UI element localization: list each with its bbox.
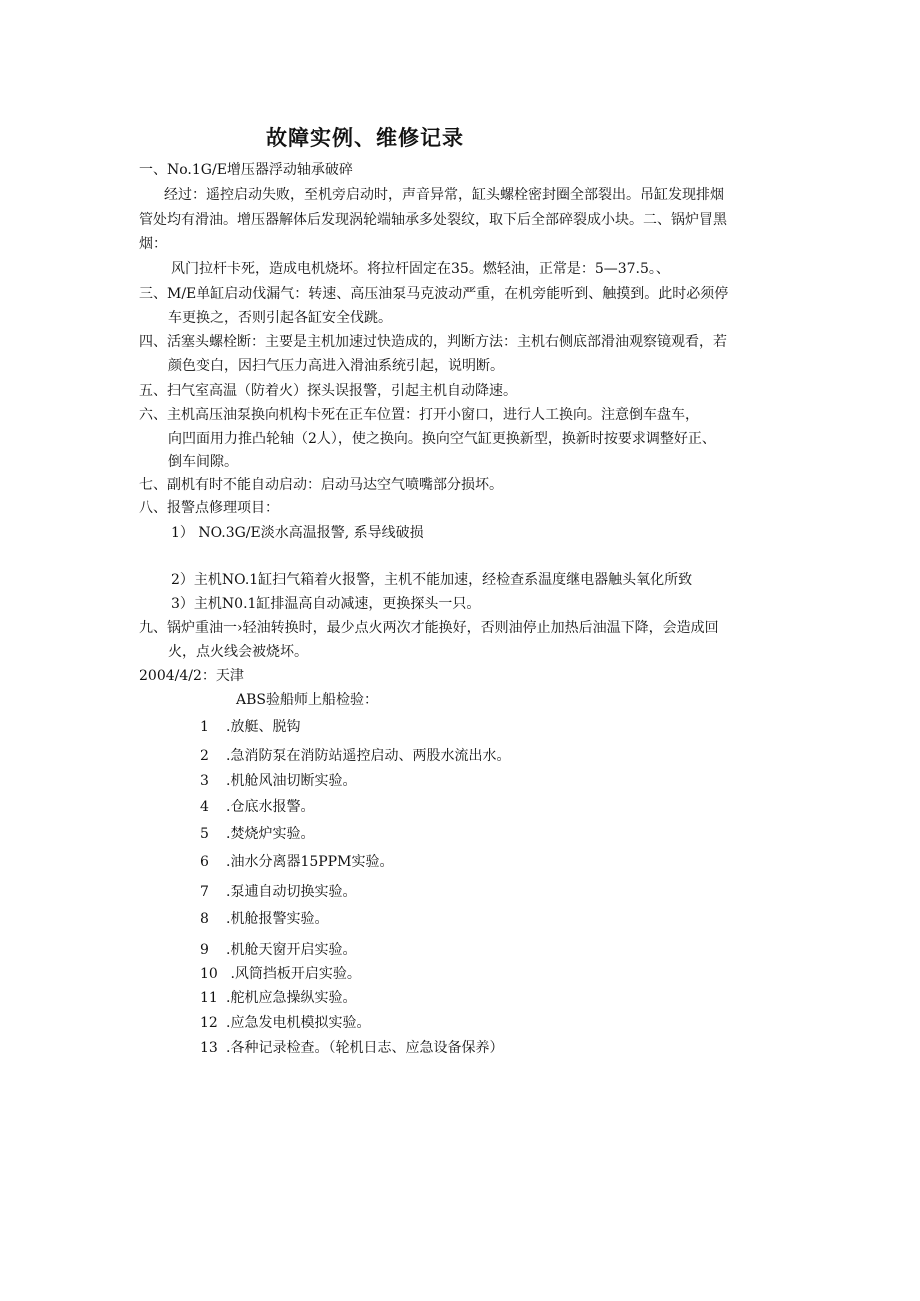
section-7-line-1: 七、副机有时不能自动启动：启动马达空气喷嘴部分损坏。 [139,477,503,493]
alarm-item-3: 3）主机N0.1缸排温高自动减速，更换探头一只。 [171,596,481,612]
abs-item [200,746,510,766]
abs-item [200,797,314,817]
abs-item [200,1038,503,1058]
abs-item [200,852,393,872]
abs-item-text: .舵机应急操纵实验。 [226,990,357,1006]
section-2-line-1: 风门拉杆卡死，造成电机烧坏。将拉杆固定在35。燃轻油，正常是：5—37.5。、 [171,261,670,277]
abs-item-number: 12 [200,1015,218,1031]
abs-item-number: 7 [200,884,209,900]
section-3-line-2: 车更换之，否则引起各缸安全伐跳。 [168,310,392,326]
section-3-line-1: 三、M/E单缸启动伐漏气：转速、高压油泵马克波动严重，在机旁能听到、触摸到。此时必须停 [139,286,729,302]
abs-item-text: .机舱报警实验。 [226,911,329,927]
abs-item-text: .风筒挡板开启实验。 [226,966,361,982]
alarm-item-1: 1） NO.3G/E淡水高温报警, 系导线破损 [171,525,424,541]
abs-item-text: .油水分离器15PPM实验。 [226,854,394,870]
abs-item [200,771,356,791]
abs-item [200,717,300,737]
section-8-heading: 八、报警点修理项目： [139,500,279,516]
page-title: 故障实例、维修记录 [266,126,464,150]
abs-item-number: 10 [200,966,218,982]
abs-item [200,940,356,960]
section-6-line-3: 倒车间隙。 [168,454,238,470]
abs-item-text: .机舱风油切断实验。 [226,773,357,789]
date-location: 2004/4/2：天津 [139,668,244,684]
abs-item-number: 6 [200,854,209,870]
abs-item [200,909,328,929]
abs-item-number: 2 [200,748,209,764]
abs-inspection-heading: ABS验船师上船检验： [236,692,378,708]
section-1-line-3: 烟： [139,236,167,252]
abs-item-number: 8 [200,911,209,927]
abs-item-number: 1 [200,719,209,735]
section-1-heading: 一、No.1G/E增压器浮动轴承破碎 [139,162,353,178]
abs-item [200,988,356,1008]
section-6-line-2: 向凹面用力推凸轮轴（2人），使之换向。换向空气缸更换新型，换新时按要求调整好正、 [168,431,716,447]
section-1-line-1: 经过：遥控启动失败，至机旁启动时，声音异常，缸头螺栓密封圈全部裂出。吊缸发现排烟 [164,187,724,203]
abs-item [200,882,356,902]
abs-item-number: 5 [200,826,209,842]
abs-item-number: 11 [200,990,218,1006]
abs-item-text: .急消防泵在消防站遥控启动、两股水流出水。 [226,748,511,764]
abs-item-number: 4 [200,799,209,815]
section-4-line-2: 颜色变白，因扫气压力高进入滑油系统引起，说明断。 [168,358,504,374]
abs-item-text: .放艇、脱钩 [226,719,301,735]
abs-item-text: .泵逋自动切换实验。 [226,884,357,900]
abs-item-text: .各种记录检查。（轮机日志、应急设备保养） [226,1040,504,1056]
section-1-line-2: 管处均有滑油。增压器解体后发现涡轮端轴承多处裂纹，取下后全部碎裂成小块。二、锅炉冒黑 [139,212,727,228]
abs-item [200,964,361,984]
abs-item-number: 3 [200,773,209,789]
section-6-line-1: 六、主机高压油泵换向机构卡死在正车位置：打开小窗口，进行人工换向。注意倒车盘车， [139,407,699,423]
abs-item [200,824,314,844]
section-9-line-1: 九、锅炉重油一›轻油转换时，最少点火两次才能换好，否则油停止加热后油温下降，会造成回 [139,620,719,636]
alarm-item-2: 2）主机NO.1缸扫气箱着火报警，主机不能加速，经检查系温度继电器触头氧化所致 [171,572,693,588]
abs-item-text: .焚烧炉实验。 [226,826,315,842]
section-4-line-1: 四、活塞头螺栓断：主要是主机加速过快造成的，判断方法：主机右侧底部滑油观察镜观看，若 [139,334,727,350]
section-5-line-1: 五、扫气室高温（防着火）探头误报警，引起主机自动降速。 [139,383,517,399]
abs-item-text: .仓底水报警。 [226,799,315,815]
abs-item-number: 13 [200,1040,218,1056]
abs-item-text: .机舱天窗开启实验。 [226,942,357,958]
abs-item [200,1013,370,1033]
abs-item-number: 9 [200,942,209,958]
section-9-line-2: 火，点火线会被烧坏。 [168,644,308,660]
abs-item-text: .应急发电机模拟实验。 [226,1015,371,1031]
